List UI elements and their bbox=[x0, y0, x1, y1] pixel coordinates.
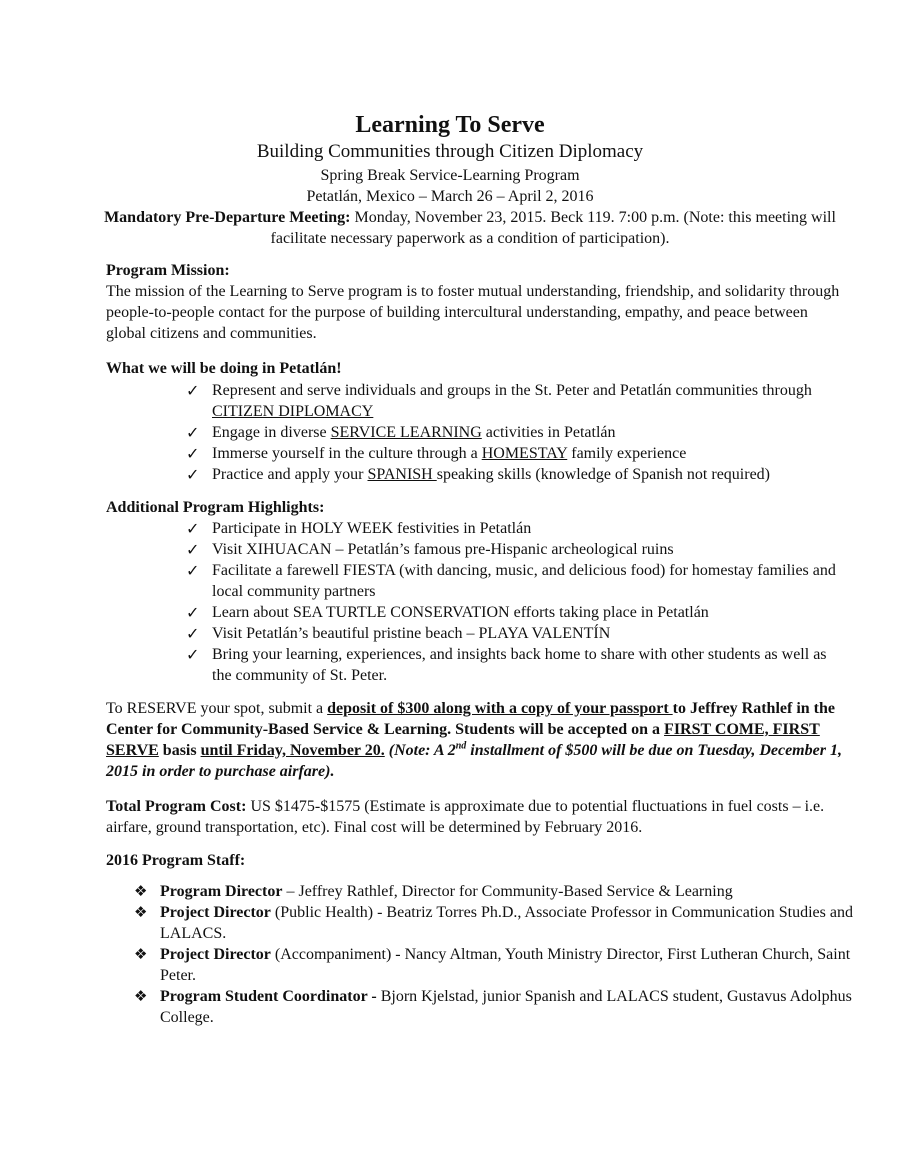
list-item: ✓ Visit Petatlán’s beautiful pristine beach – PLAYA VALENTÍN bbox=[186, 624, 611, 643]
highlights-list bbox=[186, 518, 846, 686]
check-icon: ✓ bbox=[186, 603, 200, 622]
check-icon: ✓ bbox=[186, 540, 200, 559]
list-item: ✓ Participate in HOLY WEEK festivities in Petatlán bbox=[186, 519, 532, 538]
diamond-bullet-icon: ❖ bbox=[134, 987, 148, 1005]
list-item: ✓ Bring your learning, experiences, and insights back home to share with other students as well as the community of St. Peter. bbox=[186, 645, 827, 684]
meeting-text: Monday, November 23, 2015. Beck 119. 7:00 p.m. (Note: this meeting will facilitate necessary paperwork as a condition of participation). bbox=[270, 209, 836, 247]
list-item: ✓ Facilitate a farewell FIESTA (with dancing, music, and delicious food) for homestay families and local community partners bbox=[186, 561, 836, 600]
deadline: until Friday, November 20. bbox=[200, 742, 385, 759]
diamond-bullet-icon: ❖ bbox=[134, 903, 148, 921]
cost-paragraph bbox=[106, 796, 846, 838]
mission-heading: Program Mission: bbox=[106, 262, 230, 279]
diamond-bullet-icon: ❖ bbox=[134, 945, 148, 963]
reserve-paragraph: To RESERVE your spot, submit a deposit of $300 along with a copy of your passport to Jeffrey Rathlef in the Center for Community-Based Service & Learning. Students will be accepted on a FIRST COME, FIRST SERVE basis until Friday, November 20. (Note: A 2nd installment of $500 will be due on Tuesday, December 1, 2015 in order to purchase airfare). bbox=[106, 700, 842, 780]
first-come-first-serve: FIRST COME, FIRST SERVE bbox=[106, 721, 820, 759]
list-item: ❖ Program Student Coordinator - Bjorn Kjelstad, junior Spanish and LALACS student, Gustavus Adolphus College. bbox=[134, 987, 852, 1026]
check-icon: ✓ bbox=[186, 624, 200, 643]
diamond-bullet-icon: ❖ bbox=[134, 882, 148, 900]
check-icon: ✓ bbox=[186, 423, 200, 442]
list-item: ✓ Engage in diverse SERVICE LEARNING activities in Petatlán bbox=[186, 423, 616, 442]
page-subtitle: Building Communities through Citizen Diplomacy bbox=[256, 141, 644, 162]
page-title: Learning To Serve bbox=[355, 112, 545, 138]
meeting-label: Mandatory Pre-Departure Meeting: bbox=[104, 209, 351, 226]
list-item: ✓ Learn about SEA TURTLE CONSERVATION efforts taking place in Petatlán bbox=[186, 603, 709, 622]
list-item: ✓ Immerse yourself in the culture through a HOMESTAY family experience bbox=[186, 444, 687, 463]
cost-label: Total Program Cost: bbox=[106, 798, 247, 815]
highlights-heading: Additional Program Highlights: bbox=[106, 499, 325, 516]
check-icon: ✓ bbox=[186, 561, 200, 580]
check-icon: ✓ bbox=[186, 465, 200, 484]
list-item: ✓ Represent and serve individuals and groups in the St. Peter and Petatlán communities through CITIZEN DIPLOMACY bbox=[186, 381, 812, 420]
list-item: ❖ Project Director (Accompaniment) - Nancy Altman, Youth Ministry Director, First Lutheran Church, Saint Peter. bbox=[134, 945, 851, 984]
cost-text: US $1475-$1575 (Estimate is approximate due to potential fluctuations in fuel costs – i.e. airfare, ground transportation, etc). Final cost will be determined by February 2016. bbox=[106, 798, 825, 836]
list-item: ❖ Program Director – Jeffrey Rathlef, Director for Community-Based Service & Learning bbox=[134, 882, 733, 900]
program-name: Spring Break Service-Learning Program bbox=[320, 167, 580, 184]
staff-heading: 2016 Program Staff: bbox=[106, 852, 246, 869]
list-item: ✓ Visit XIHUACAN – Petatlán’s famous pre-Hispanic archeological ruins bbox=[186, 540, 674, 559]
check-icon: ✓ bbox=[186, 519, 200, 538]
doing-heading: What we will be doing in Petatlán! bbox=[106, 360, 342, 377]
check-icon: ✓ bbox=[186, 381, 200, 400]
meeting-notice bbox=[100, 207, 840, 249]
deposit-terms: deposit of $300 along with a copy of your passport bbox=[327, 700, 673, 717]
location-dates: Petatlán, Mexico – March 26 – April 2, 2016 bbox=[306, 188, 594, 205]
doing-list bbox=[186, 380, 846, 485]
list-item: ✓ Practice and apply your SPANISH speaking skills (knowledge of Spanish not required) bbox=[186, 465, 770, 484]
check-icon: ✓ bbox=[186, 645, 200, 664]
mission-text: The mission of the Learning to Serve program is to foster mutual understanding, friendship, and solidarity through people-to-people contact for the purpose of building intercultural understanding, empathy, and peace between global citizens and communities. bbox=[106, 283, 840, 342]
staff-list bbox=[134, 881, 854, 1028]
mission-section bbox=[106, 260, 846, 344]
check-icon: ✓ bbox=[186, 444, 200, 463]
list-item: ❖ Project Director (Public Health) - Beatriz Torres Ph.D., Associate Professor in Communication Studies and LALACS. bbox=[134, 903, 853, 942]
